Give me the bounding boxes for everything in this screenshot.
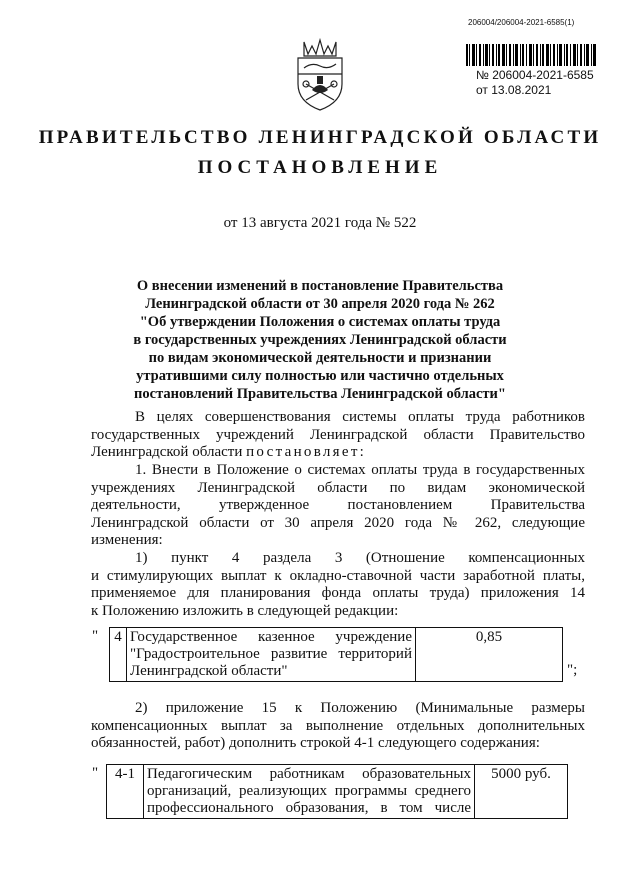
cell-line: организаций, реализующих программы среднего [147,783,471,799]
document-type: ПОСТАНОВЛЕНИЕ [197,157,443,178]
cell-line: профессионального образования, в том числе [147,800,471,816]
subitem-1-line: к Положению изложить в следующей редакции: [91,602,399,619]
subject-line: в государственных учреждениях Ленинградской области [133,332,507,348]
coat-of-arms-emblem [290,34,350,112]
subject-line: по видам экономической деятельности и признании [148,350,492,366]
subitem-2-line: обязанностей, работ) дополнить строкой 4-1 следующего содержания: [91,735,540,752]
intro-line: Ленинградской области [91,444,243,461]
item-1-line: изменения: [91,532,163,549]
item-1-line: Ленинградской области от 30 апреля 2020 года № 262, следующие [91,514,585,531]
subitem-1-line: применяемое для планирования фонда оплаты труда) приложения 14 [91,585,585,602]
subject-line: утратившими силу полностью или частично отдельных [136,368,504,384]
item-1-line: учреждениях Ленинградской области по видам экономической [91,479,585,496]
cell-line: Государственное казенное учреждение [130,629,412,645]
subject-line: "Об утверждении Положения о системах оплаты труда [139,314,501,330]
subitem-1-paragraph [91,550,585,620]
document-date-number: от 13 августа 2021 года № 522 [223,215,417,231]
cell-line: "Градостроительное развитие территорий [130,646,412,662]
item-1-line: 1. Внести в Положение о системах оплаты труда в государственных [135,462,585,478]
subject-line: постановлений Правительства Ленинградской области" [134,386,506,402]
cell-line: Ленинградской области" [130,663,288,679]
table-cell-description [127,628,416,682]
subject-line: О внесении изменений в постановление Правительства [136,278,504,294]
intro-line: В целях совершенствования системы оплаты труда работников [135,409,585,425]
registration-date: от 13.08.2021 [476,83,552,97]
item-1-line: деятельности, утвержденное постановлением Правительства [91,497,585,514]
table-row [107,765,568,819]
table-cell-value: 5000 руб. [475,765,568,819]
table-2 [106,764,568,819]
table-cell-description [144,765,475,819]
subitem-2-line: 2) приложение 15 к Положению (Минимальные размеры [135,700,585,716]
table-row [110,628,563,682]
table-1-close-quote: "; [567,662,578,678]
document-reference-code: 206004/206004-2021-6585(1) [468,18,575,27]
table-cell-value: 0,85 [416,628,563,682]
item-1-paragraph [91,462,585,550]
subitem-1-line: и стимулирующих выплат к окладно-ставочной части заработной платы, [91,567,585,584]
intro-line-final [91,444,585,462]
table-cell-number: 4 [110,628,127,682]
registration-number: № 206004-2021-6585 [476,68,594,82]
intro-paragraph [91,409,585,462]
table-1 [109,627,563,682]
subject-line: Ленинградской области от 30 апреля 2020 года № 262 [145,296,495,312]
table-cell-number: 4-1 [107,765,144,819]
table-2-open-quote: " [92,765,99,781]
document-subject [90,277,550,403]
table-1-open-quote: " [92,628,99,644]
subitem-2-line: компенсационных выплат за выполнение отдельных дополнительных [91,717,585,734]
subitem-1-line: 1) пункт 4 раздела 3 (Отношение компенсационных [135,550,585,566]
organization-title: ПРАВИТЕЛЬСТВО ЛЕНИНГРАДСКОЙ ОБЛАСТИ [38,127,602,148]
subitem-2-paragraph [91,700,585,753]
intro-line: государственных учреждений Ленинградской области Правительство [91,426,585,443]
cell-line: Педагогическим работникам образовательных [147,766,471,782]
barcode [466,44,596,66]
resolves-word: постановляет: [246,444,367,461]
